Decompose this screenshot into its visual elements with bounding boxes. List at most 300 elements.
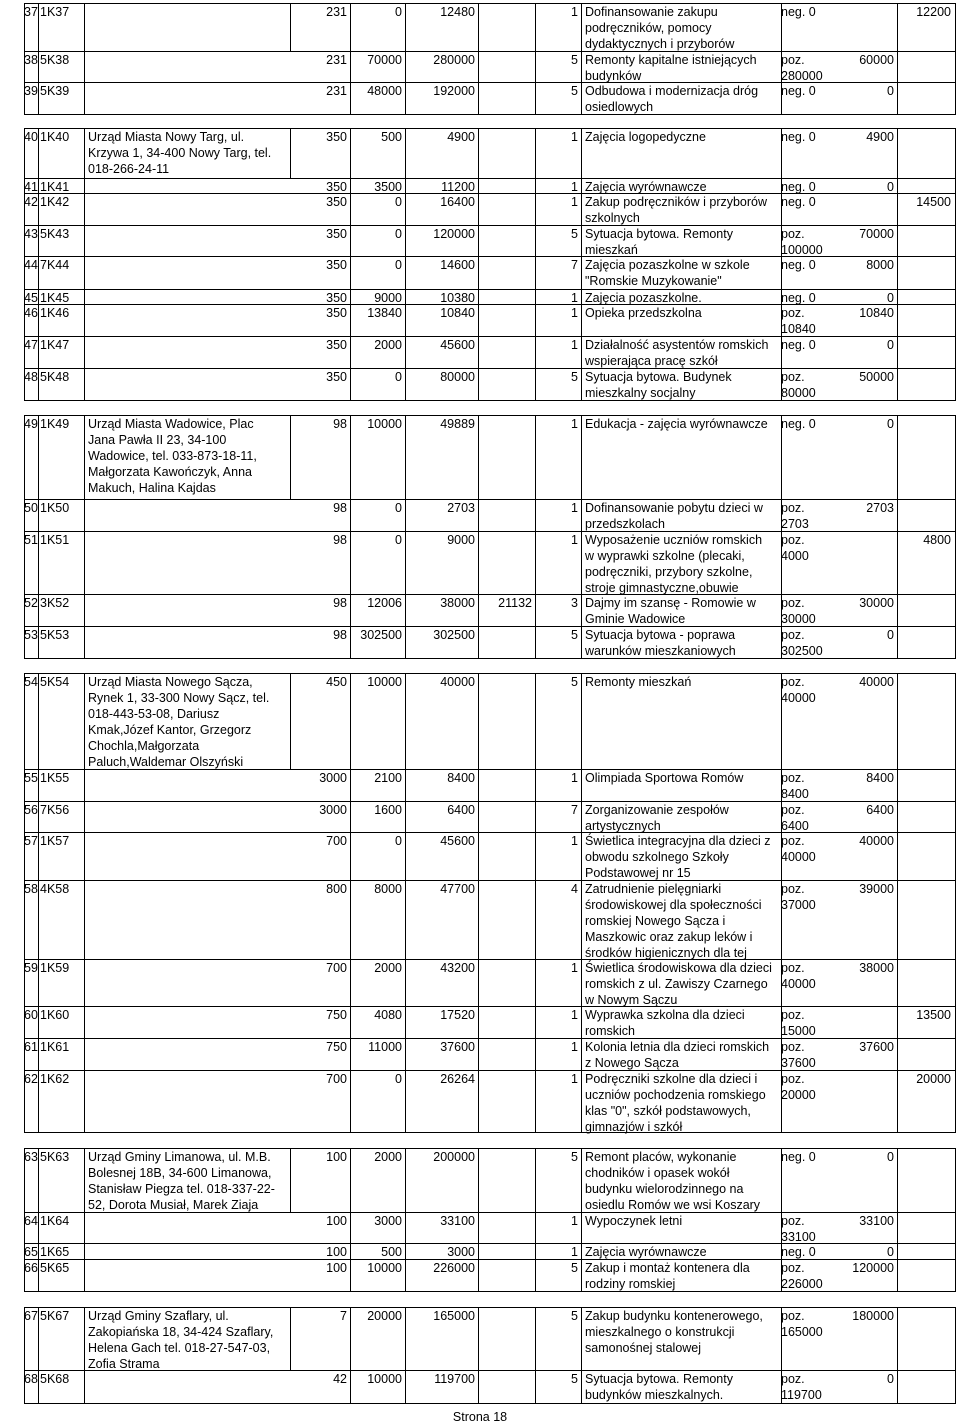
cell-code: 5K48 [40,370,70,384]
cell-lp: 44 [24,258,38,272]
cell-e: 7 [571,258,578,272]
cell-lp: 68 [24,1372,38,1386]
cell-amt: 0 [887,291,894,305]
column-divider [84,128,85,401]
cell-b: 0 [395,370,402,384]
cell-amt: 120000 [852,1261,894,1275]
cell-e: 5 [571,84,578,98]
cell-amt: 6400 [866,803,894,817]
cell-amt: 37600 [859,1040,894,1054]
cell-b: 0 [395,501,402,515]
cell-a: 231 [326,53,347,67]
cell-amt: 70000 [859,227,894,241]
cell-a: 350 [326,306,347,320]
cell-c: 37600 [440,1040,475,1054]
cell-a: 231 [326,5,347,19]
cell-a: 350 [326,338,347,352]
cell-lp: 54 [24,675,38,689]
cell-status: poz. 302500 [781,628,823,658]
cell-c: 33100 [440,1214,475,1228]
cell-status: poz. 40000 [781,675,816,705]
cell-b: 10000 [367,1261,402,1275]
cell-lp: 59 [24,961,38,975]
cell-inst: Urząd Gminy Limanowa, ul. M.B. Bolesnej 18B, 34-600 Limanowa, Stanisław Piegza tel. 018-337-22- 52, Dorota Musiał, Marek Ziaja [88,1150,275,1212]
cell-c: 200000 [433,1150,475,1164]
cell-a: 98 [333,596,347,610]
cell-status: poz. 40000 [781,961,816,991]
cell-e: 1 [571,533,578,547]
cell-status: poz. 2703 [781,501,809,531]
cell-title: Dofinansowanie zakupu podręczników, pomocy dydaktycznych i przyborów [585,5,735,51]
cell-b: 0 [395,5,402,19]
column-divider [478,415,479,659]
cell-e: 1 [571,180,578,194]
group-border-right [955,1307,956,1404]
cell-e: 4 [571,882,578,896]
cell-e: 1 [571,291,578,305]
cell-b: 20000 [367,1309,402,1323]
cell-a: 700 [326,1072,347,1086]
group-border-bottom [24,1132,955,1133]
cell-title: Wyprawka szkolna dla dzieci romskich [585,1008,745,1038]
cell-a: 3000 [319,803,347,817]
cell-title: Wypoczynek letni [585,1214,683,1228]
column-divider [581,673,582,1133]
cell-e: 1 [571,1214,578,1228]
cell-e: 7 [571,803,578,817]
cell-code: 5K65 [40,1261,70,1275]
cell-b: 13840 [367,306,402,320]
cell-lp: 38 [24,53,38,67]
cell-title: Zajęcia wyrównawcze [585,180,707,194]
cell-status: neg. 0 [781,338,816,352]
cell-b: 0 [395,195,402,209]
cell-c: 8400 [447,771,475,785]
cell-status: poz. 37600 [781,1040,816,1070]
cell-status: poz. 6400 [781,803,809,833]
cell-e: 5 [571,1372,578,1386]
cell-amt: 0 [887,180,894,194]
cell-lp: 45 [24,291,38,305]
cell-c: 4900 [447,130,475,144]
cell-lp: 41 [24,180,38,194]
group-border-right [955,3,956,115]
cell-code: 7K56 [40,803,70,817]
cell-status: poz. 30000 [781,596,816,626]
cell-title: Zatrudnienie pielęgniarki środowiskowej dla społeczności romskiej Nowego Sącza i Maszkowic oraz zakup leków i środków higienicznych dla tej [585,882,762,960]
cell-code: 1K62 [40,1072,70,1086]
cell-title: Wyposażenie uczniów romskich w wyprawki szkolne (plecaki, podręczniki, przybory szkolne, stroje gimnastyczne,obuwie [585,533,763,595]
cell-lp: 46 [24,306,38,320]
column-divider [84,3,85,115]
cell-e: 1 [571,771,578,785]
cell-e: 5 [571,1261,578,1275]
cell-title: Zorganizowanie zespołów artystycznych [585,803,729,833]
cell-b: 2100 [374,771,402,785]
cell-lp: 39 [24,84,38,98]
cell-status: neg. 0 [781,258,816,272]
cell-e: 5 [571,227,578,241]
cell-b: 2000 [374,961,402,975]
cell-c: 280000 [433,53,475,67]
cell-amt: 12200 [916,5,951,19]
cell-amt: 0 [887,338,894,352]
cell-amt: 180000 [852,1309,894,1323]
column-divider [38,3,39,115]
cell-title: Olimpiada Sportowa Romów [585,771,744,785]
group-border-bottom [24,114,955,115]
cell-b: 2000 [374,338,402,352]
cell-a: 750 [326,1008,347,1022]
cell-b: 1600 [374,803,402,817]
cell-e: 1 [571,338,578,352]
cell-e: 1 [571,1040,578,1054]
cell-status: neg. 0 [781,130,816,144]
cell-e: 1 [571,1008,578,1022]
cell-a: 98 [333,533,347,547]
cell-e: 1 [571,130,578,144]
cell-status: neg. 0 [781,417,816,431]
column-divider [478,128,479,401]
cell-c: 120000 [433,227,475,241]
cell-title: Remonty mieszkań [585,675,692,689]
cell-a: 350 [326,227,347,241]
cell-amt: 0 [887,1150,894,1164]
cell-status: poz. 100000 [781,227,823,257]
cell-amt: 40000 [859,675,894,689]
column-divider [38,415,39,659]
cell-code: 5K38 [40,53,70,67]
cell-inst: Urząd Miasta Nowy Targ, ul. Krzywa 1, 34-400 Nowy Targ, tel. 018-266-24-11 [88,130,272,176]
cell-c: 11200 [441,180,475,194]
cell-b: 4080 [374,1008,402,1022]
cell-lp: 49 [24,417,38,431]
column-divider [478,1148,479,1292]
cell-status: neg. 0 [781,180,816,194]
cell-e: 1 [571,417,578,431]
cell-code: 1K41 [40,180,70,194]
cell-amt: 33100 [859,1214,894,1228]
cell-code: 5K63 [40,1150,70,1164]
column-divider [38,128,39,401]
cell-b: 70000 [367,53,402,67]
cell-status: neg. 0 [781,84,816,98]
cell-lp: 66 [24,1261,38,1275]
cell-title: Dofinansowanie pobytu dzieci w przedszkolach [585,501,763,531]
cell-title: Zakup i montaż kontenera dla rodziny romskiej [585,1261,750,1291]
cell-e: 5 [571,675,578,689]
cell-e: 5 [571,1309,578,1323]
cell-lp: 50 [24,501,38,515]
cell-b: 11000 [368,1040,402,1054]
cell-code: 1K45 [40,291,70,305]
cell-status: poz. 280000 [781,53,823,83]
cell-title: Edukacja - zajęcia wyrównawcze [585,417,768,431]
cell-amt: 8000 [866,258,894,272]
cell-b: 10000 [367,1372,402,1386]
cell-b: 10000 [367,417,402,431]
column-divider [38,673,39,1133]
cell-c: 17520 [440,1008,475,1022]
cell-c: 14600 [440,258,475,272]
cell-e: 1 [571,1072,578,1086]
cell-title: Opieka przedszkolna [585,306,702,320]
column-divider [84,1148,85,1292]
cell-b: 8000 [374,882,402,896]
cell-e: 3 [571,596,578,610]
cell-e: 5 [571,370,578,384]
cell-lp: 53 [24,628,38,642]
column-divider [581,1148,582,1292]
cell-code: 1K40 [40,130,70,144]
cell-title: Zajęcia pozaszkolne w szkole "Romskie Muzykowanie" [585,258,750,288]
cell-a: 42 [333,1372,347,1386]
cell-c: 40000 [440,675,475,689]
cell-d: 21132 [498,596,532,610]
cell-amt: 0 [887,1372,894,1386]
cell-lp: 62 [24,1072,38,1086]
cell-status: poz. 10840 [781,306,816,336]
cell-e: 1 [571,306,578,320]
cell-title: Sytuacja bytowa. Remonty mieszkań [585,227,733,257]
cell-e: 1 [571,5,578,19]
cell-code: 1K65 [40,1245,70,1259]
cell-c: 302500 [433,628,475,642]
cell-a: 98 [333,417,347,431]
cell-title: Remont placów, wykonanie chodników i opasek wokół budynku wielorodzinnego na osiedlu Romów we wsi Koszary [585,1150,761,1212]
cell-lp: 47 [24,338,38,352]
cell-e: 5 [571,1150,578,1164]
cell-status: neg. 0 [781,195,816,209]
cell-a: 350 [326,370,347,384]
cell-c: 12480 [440,5,475,19]
cell-c: 6400 [447,803,475,817]
cell-inst: Urząd Gminy Szaflary, ul. Zakopiańska 18, 34-424 Szaflary, Helena Gach tel. 018-27-547-03, Zofia Strama [88,1309,274,1371]
column-divider [897,128,898,401]
cell-amt: 50000 [859,370,894,384]
page-footer: Strona 18 [452,1410,508,1424]
cell-c: 119700 [434,1372,475,1386]
cell-amt: 14500 [916,195,951,209]
cell-code: 1K50 [40,501,70,515]
cell-amt: 39000 [859,882,894,896]
group-border-right [955,673,956,1133]
cell-lp: 58 [24,882,38,896]
cell-amt: 40000 [859,834,894,848]
cell-c: 10840 [440,306,475,320]
cell-title: Zakup podręczników i przyborów szkolnych [585,195,768,225]
column-divider [897,1148,898,1292]
cell-lp: 57 [24,834,38,848]
cell-e: 1 [571,195,578,209]
cell-code: 3K52 [40,596,70,610]
group-border-right [955,1148,956,1292]
cell-status: poz. 40000 [781,834,816,864]
cell-c: 80000 [440,370,475,384]
cell-b: 10000 [367,675,402,689]
column-divider [478,673,479,1133]
cell-a: 98 [333,628,347,642]
cell-a: 350 [326,180,347,194]
cell-a: 100 [326,1150,347,1164]
cell-e: 1 [571,1245,578,1259]
cell-amt: 30000 [859,596,894,610]
cell-code: 1K60 [40,1008,70,1022]
cell-code: 1K61 [40,1040,70,1054]
cell-a: 450 [326,675,347,689]
cell-code: 5K53 [40,628,70,642]
column-divider [897,1307,898,1404]
cell-c: 45600 [440,834,475,848]
cell-a: 100 [326,1214,347,1228]
cell-c: 3000 [447,1245,475,1259]
column-divider [84,415,85,659]
cell-title: Remonty kapitalne istniejących budynków [585,53,757,83]
column-divider [581,128,582,401]
cell-code: 1K49 [40,417,70,431]
column-divider [38,1307,39,1404]
column-divider [581,1307,582,1404]
cell-lp: 48 [24,370,38,384]
cell-status: neg. 0 [781,5,816,19]
cell-e: 1 [571,961,578,975]
cell-title: Kolonia letnia dla dzieci romskich z Nowego Sącza [585,1040,770,1070]
cell-inst: Urząd Miasta Wadowice, Plac Jana Pawła II 23, 34-100 Wadowice, tel. 033-873-18-11, Małgorzata Kawończyk, Anna Makuch, Halina Kajdas [88,417,257,495]
cell-a: 350 [326,258,347,272]
column-divider [535,673,536,1133]
column-divider [38,1148,39,1292]
cell-c: 47700 [440,882,475,896]
cell-status: poz. 8400 [781,771,809,801]
column-divider [350,673,351,1133]
column-divider [84,1307,85,1404]
cell-c: 49889 [440,417,475,431]
cell-title: Odbudowa i modernizacja dróg osiedlowych [585,84,759,114]
cell-amt: 13500 [916,1008,951,1022]
cell-lp: 37 [24,5,38,19]
cell-status: poz. 80000 [781,370,816,400]
cell-lp: 63 [24,1150,38,1164]
cell-status: poz. 20000 [781,1072,816,1102]
cell-lp: 55 [24,771,38,785]
cell-code: 5K68 [40,1372,70,1386]
cell-lp: 52 [24,596,38,610]
cell-e: 5 [571,53,578,67]
cell-status: neg. 0 [781,1245,816,1259]
cell-title: Sytuacja bytowa - poprawa warunków mieszkaniowych [585,628,736,658]
cell-a: 3000 [319,771,347,785]
column-divider [478,1307,479,1404]
cell-e: 1 [571,501,578,515]
group-border-left [24,673,25,1133]
cell-b: 302500 [360,628,402,642]
cell-status: poz. 119700 [781,1372,822,1402]
cell-code: 1K37 [40,5,70,19]
cell-title: Zajęcia logopedyczne [585,130,706,144]
cell-a: 750 [326,1040,347,1054]
cell-b: 12006 [367,596,402,610]
cell-a: 700 [326,961,347,975]
cell-b: 3000 [374,1214,402,1228]
cell-code: 5K39 [40,84,70,98]
cell-code: 1K42 [40,195,70,209]
cell-lp: 40 [24,130,38,144]
cell-code: 1K64 [40,1214,70,1228]
cell-title: Sytuacja bytowa. Remonty budynków mieszkalnych. [585,1372,733,1402]
cell-amt: 2703 [866,501,894,515]
cell-code: 4K58 [40,882,70,896]
group-border-bottom [24,1403,955,1404]
cell-code: 1K57 [40,834,70,848]
cell-b: 0 [395,1072,402,1086]
cell-status: neg. 0 [781,1150,816,1164]
cell-title: Zajęcia pozaszkolne. [585,291,702,305]
column-divider [405,673,406,1133]
cell-title: Działalność asystentów romskich wspierająca pracę szkół [585,338,769,368]
cell-status: poz. 165000 [781,1309,823,1339]
cell-lp: 61 [24,1040,38,1054]
cell-a: 700 [326,834,347,848]
cell-status: poz. 226000 [781,1261,823,1291]
cell-c: 10380 [440,291,475,305]
cell-a: 350 [326,291,347,305]
cell-lp: 64 [24,1214,38,1228]
cell-amt: 38000 [859,961,894,975]
cell-c: 45600 [440,338,475,352]
cell-code: 1K59 [40,961,70,975]
cell-c: 226000 [433,1261,475,1275]
cell-title: Zajęcia wyrównawcze [585,1245,707,1259]
cell-code: 1K55 [40,771,70,785]
cell-code: 5K43 [40,227,70,241]
cell-c: 16400 [440,195,475,209]
cell-amt: 0 [887,628,894,642]
column-divider [581,3,582,115]
cell-a: 100 [326,1261,347,1275]
cell-amt: 4900 [866,130,894,144]
cell-amt: 0 [887,1245,894,1259]
cell-code: 5K67 [40,1309,70,1323]
cell-c: 2703 [447,501,475,515]
cell-b: 0 [395,834,402,848]
column-divider [84,673,85,1133]
cell-status: neg. 0 [781,291,816,305]
cell-lp: 51 [24,533,38,547]
cell-amt: 60000 [859,53,894,67]
cell-b: 0 [395,227,402,241]
cell-a: 7 [340,1309,347,1323]
cell-a: 231 [326,84,347,98]
cell-c: 26264 [440,1072,475,1086]
cell-a: 100 [326,1245,347,1259]
cell-b: 48000 [367,84,402,98]
cell-b: 500 [381,1245,402,1259]
cell-c: 38000 [440,596,475,610]
cell-lp: 67 [24,1309,38,1323]
cell-status: poz. 4000 [781,533,809,563]
cell-amt: 4800 [923,533,951,547]
column-divider [581,415,582,659]
cell-lp: 65 [24,1245,38,1259]
cell-inst: Urząd Miasta Nowego Sącza, Rynek 1, 33-300 Nowy Sącz, tel. 018-443-53-08, Dariusz Kmak,Józef Kantor, Grzegorz Chochla,Małgorzata Paluch,Waldemar Olszyński [88,675,270,769]
cell-code: 1K46 [40,306,70,320]
cell-amt: 8400 [866,771,894,785]
cell-code: 5K54 [40,675,70,689]
cell-e: 1 [571,834,578,848]
cell-title: Podręczniki szkolne dla dzieci i uczniów pochodzenia romskiego klas "0", szkół podstawowych, gimnazjów i szkół [585,1072,766,1134]
cell-title: Dajmy im szansę - Romowie w Gminie Wadowice [585,596,756,626]
cell-c: 43200 [440,961,475,975]
